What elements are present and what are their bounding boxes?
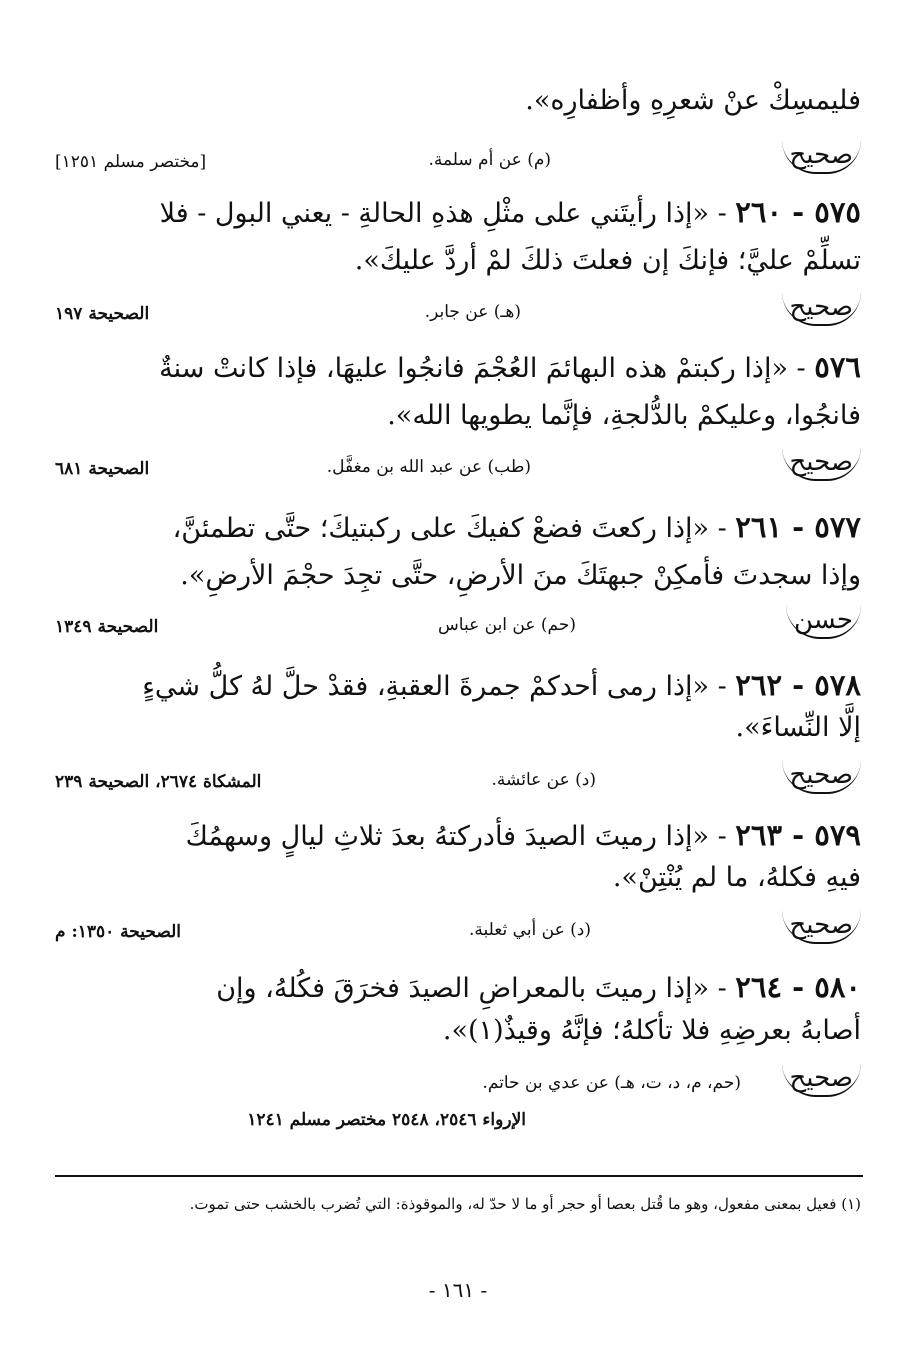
reference: [مختصر مسلم ١٢٥١]: [55, 152, 207, 172]
narrator: (د) عن عائشة.: [491, 770, 596, 790]
grade-label: صحيح: [782, 292, 862, 326]
hadith-line: إلَّا النِّساءَ».: [735, 712, 861, 743]
hadith-line: فانجُوا، وعليكمْ بالدُّلجةِ، فإنَّما يطويها الله».: [387, 400, 861, 431]
grade-row: [55, 140, 861, 174]
grade-row: [55, 292, 861, 326]
page-number: - ١٦١ -: [428, 1278, 488, 1302]
hadith-number: ٥٧٦: [814, 350, 861, 384]
narrator: (حم، م، د، ت، هـ) عن عدي بن حاتم.: [482, 1073, 741, 1093]
grade-label: صحيح: [782, 910, 862, 944]
grade-row: [55, 605, 861, 639]
grade-label: حسن: [786, 605, 861, 639]
hadith-text: - «إذا رميتَ بالمعراضِ الصيدَ فخرَقَ فكُلهُ، وإن: [216, 973, 727, 1004]
reference: المشكاة ٢٦٧٤، الصحيحة ٢٣٩: [55, 772, 262, 792]
grade-label: صحيح: [782, 760, 862, 794]
hadith-text: - «إذا رأيتَني على مثْلِ هذهِ الحالةِ - يعني البول - فلا: [159, 198, 727, 229]
hadith-line: فيهِ فكلهُ، ما لم يُنْتِنْ».: [612, 862, 861, 893]
hadith-text: - «إذا رميتَ الصيدَ فأدركتهُ بعدَ ثلاثِ ليالٍ وسهمُكَ: [185, 821, 727, 852]
hadith-number: ٥٧٥ - ٢٦٠: [735, 195, 861, 229]
narrator: (د) عن أبي ثعلبة.: [469, 920, 591, 940]
narrator: (طب) عن عبد الله بن مغفَّل.: [326, 457, 531, 477]
hadith-line: [55, 350, 861, 384]
hadith-line: [55, 195, 861, 229]
hadith-line: [55, 970, 861, 1004]
grade-row: [55, 760, 861, 794]
grade-row: [55, 447, 861, 481]
reference: الصحيحة ١٣٤٩: [55, 617, 159, 637]
hadith-number: ٥٧٧ - ٢٦١: [735, 510, 861, 544]
text-line: فليمسِكْ عنْ شعرِهِ وأظفارِه».: [525, 85, 861, 116]
hadith-line: أصابهُ بعرضِهِ فلا تأكلهُ؛ فإنَّهُ وقيذٌ(١)».: [442, 1015, 861, 1046]
hadith-text: - «إذا ركعتَ فضعْ كفيكَ على ركبتيكَ؛ حتَّى تطمئنَّ،: [172, 513, 727, 544]
hadith-line: [55, 818, 861, 852]
narrator: (حم) عن ابن عباس: [438, 615, 576, 635]
footnote: (١) فعيل بمعنى مفعول، وهو ما قُتل بعصا أو حجر أو ما لا حدّ له، والموقوذة: التي تُضرب بالخشب حتى تموت.: [189, 1195, 861, 1213]
hadith-line: تسلِّمْ عليَّ؛ فإنكَ إن فعلتَ ذلكَ لمْ أردَّ عليكَ».: [354, 245, 861, 276]
grade-label: صحيح: [782, 447, 862, 481]
reference: الصحيحة ٦٨١: [55, 459, 150, 479]
hadith-number: ٥٨٠ - ٢٦٤: [735, 970, 861, 1004]
hadith-line: [55, 668, 861, 702]
hadith-number: ٥٧٨ - ٢٦٢: [735, 668, 861, 702]
hadith-line: [55, 510, 861, 544]
footnote-separator: [55, 1175, 863, 1177]
reference: الصحيحة ١٩٧: [55, 304, 150, 324]
hadith-number: ٥٧٩ - ٢٦٣: [735, 818, 861, 852]
grade-label: صحيح: [782, 140, 862, 174]
grade-row: [55, 910, 861, 944]
grade-label: صحيح: [782, 1063, 862, 1097]
narrator: (هـ) عن جابر.: [424, 302, 521, 322]
hadith-text: - «إذا ركبتمْ هذه البهائمَ العُجْمَ فانجُوا عليهَا، فإذا كانتْ سنةٌ: [159, 353, 806, 384]
hadith-text: - «إذا رمى أحدكمْ جمرةَ العقبةِ، فقدْ حلَّ لهُ كلُّ شيءٍ: [142, 671, 727, 702]
narrator: (م) عن أم سلمة.: [428, 150, 551, 170]
hadith-line: وإذا سجدتَ فأمكِنْ جبهتَكَ منَ الأرضِ، حتَّى تجِدَ حجْمَ الأرضِ».: [180, 560, 861, 591]
grade-row: [55, 1063, 861, 1097]
reference: الصحيحة ١٣٥٠: م: [55, 922, 182, 942]
reference: الإرواء ٢٥٤٦، ٢٥٤٨ مختصر مسلم ١٢٤١: [247, 1110, 526, 1130]
